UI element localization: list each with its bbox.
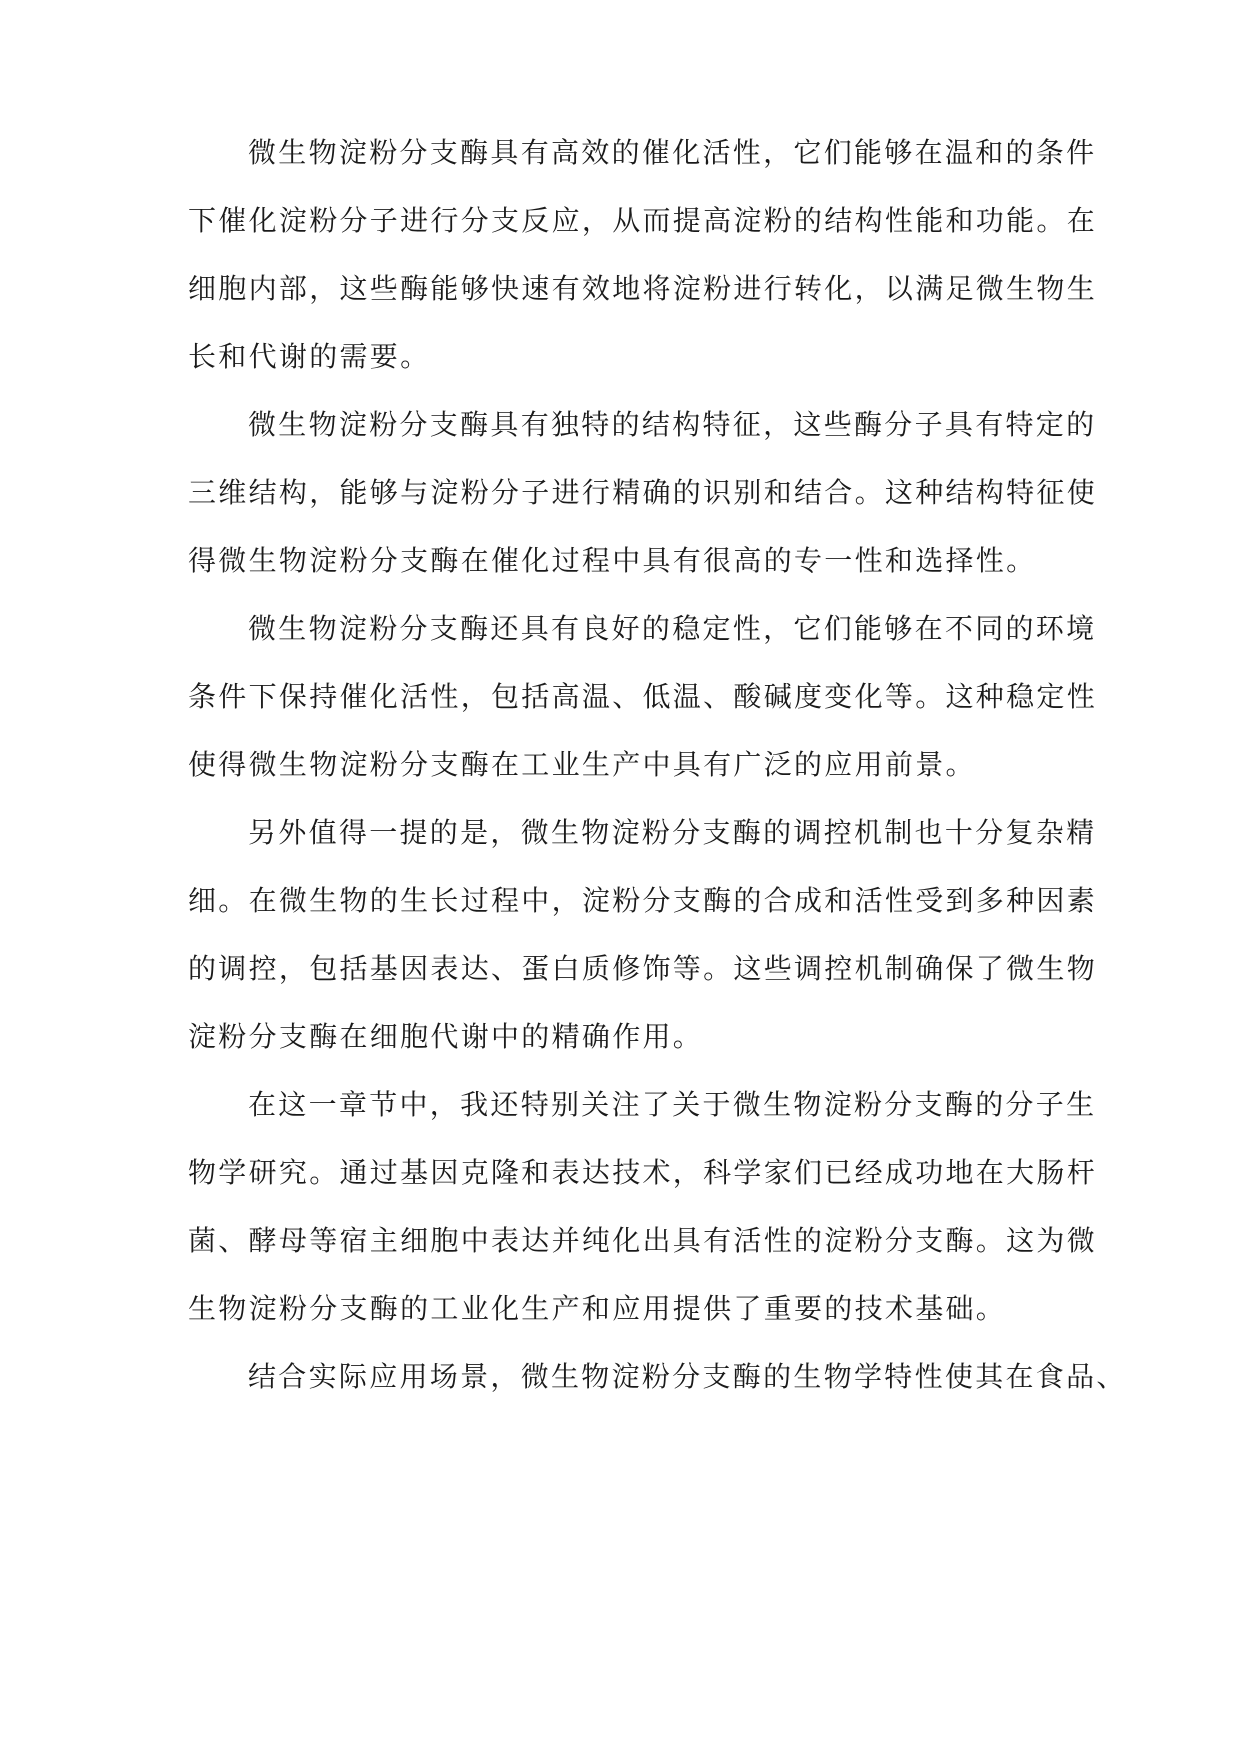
text-line: 淀粉分支酶在细胞代谢中的精确作用。 (188, 1020, 704, 1053)
text-line: 生物淀粉分支酶的工业化生产和应用提供了重要的技术基础。 (188, 1292, 1007, 1325)
text-line: 的调控，包括基因表达、蛋白质修饰等。这些调控机制确保了微生物 (188, 952, 1098, 985)
text-line: 得微生物淀粉分支酶在催化过程中具有很高的专一性和选择性。 (188, 544, 1037, 577)
text-line: 菌、酵母等宿主细胞中表达并纯化出具有活性的淀粉分支酶。这为微 (188, 1224, 1098, 1257)
text-line: 微生物淀粉分支酶具有独特的结构特征，这些酶分子具有特定的 (248, 408, 1097, 441)
text-line: 细胞内部，这些酶能够快速有效地将淀粉进行转化，以满足微生物生 (188, 272, 1098, 305)
text-line: 在这一章节中，我还特别关注了关于微生物淀粉分支酶的分子生 (248, 1088, 1097, 1121)
text-line: 条件下保持催化活性，包括高温、低温、酸碱度变化等。这种稳定性 (188, 680, 1098, 713)
text-line: 结合实际应用场景，微生物淀粉分支酶的生物学特性使其在食品、 (248, 1360, 1127, 1393)
text-line: 另外值得一提的是，微生物淀粉分支酶的调控机制也十分复杂精 (248, 816, 1097, 849)
text-line: 物学研究。通过基因克隆和表达技术，科学家们已经成功地在大肠杆 (188, 1156, 1098, 1189)
text-line: 微生物淀粉分支酶具有高效的催化活性，它们能够在温和的条件 (248, 136, 1097, 169)
text-line: 使得微生物淀粉分支酶在工业生产中具有广泛的应用前景。 (188, 748, 976, 781)
text-line: 微生物淀粉分支酶还具有良好的稳定性，它们能够在不同的环境 (248, 612, 1097, 645)
text-line: 三维结构，能够与淀粉分子进行精确的识别和结合。这种结构特征使 (188, 476, 1098, 509)
text-line: 长和代谢的需要。 (188, 340, 431, 373)
text-line: 下催化淀粉分子进行分支反应，从而提高淀粉的结构性能和功能。在 (188, 204, 1098, 237)
text-line: 细。在微生物的生长过程中，淀粉分支酶的合成和活性受到多种因素 (188, 884, 1098, 917)
